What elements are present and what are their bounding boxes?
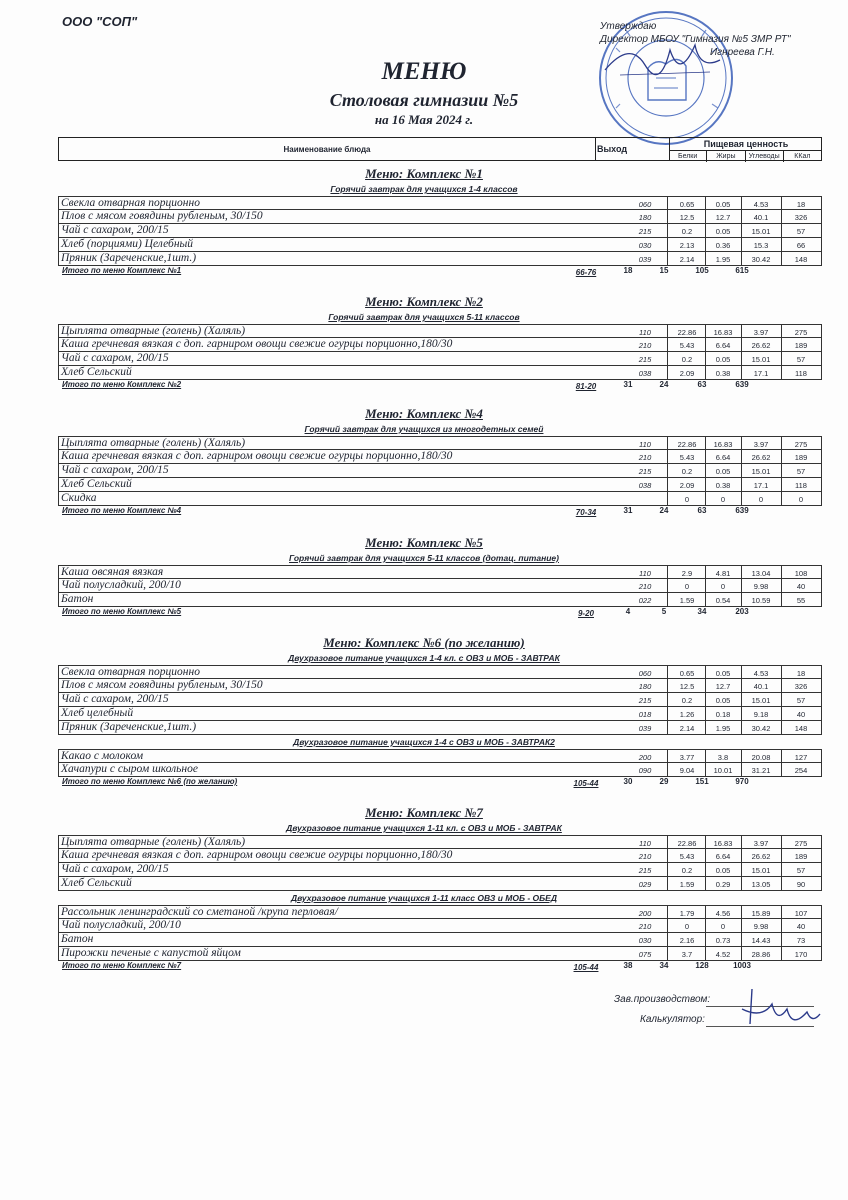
dish-name: Каша гречневая вязкая с доп. гарниром овощи свежие огурцы порционно,180/30 bbox=[61, 450, 453, 462]
dish-fat: 0 bbox=[720, 922, 726, 931]
dish-fat: 0.38 bbox=[715, 481, 731, 490]
dish-kcal: 107 bbox=[794, 909, 808, 918]
dish-protein: 5.43 bbox=[679, 341, 695, 350]
page-subtitle: Столовая гимназии №5 bbox=[329, 90, 519, 110]
dish-output: 038 bbox=[638, 481, 652, 490]
dish-carbs: 40.1 bbox=[753, 682, 769, 691]
table-row bbox=[58, 863, 822, 877]
dish-carbs: 14.43 bbox=[751, 936, 771, 945]
total-carbs: 151 bbox=[695, 777, 709, 786]
dish-kcal: 55 bbox=[796, 596, 806, 605]
dish-name: Чай полусладкий, 200/10 bbox=[61, 579, 181, 591]
dish-kcal: 275 bbox=[794, 328, 808, 337]
total-carbs: 63 bbox=[697, 506, 707, 515]
group-title: Двухразовое питание учащихся 1-4 с ОВЗ и МОБ - ЗАВТРАК2 bbox=[293, 737, 555, 747]
dish-output: 200 bbox=[638, 753, 652, 762]
dish-kcal: 254 bbox=[794, 766, 808, 775]
dish-name: Плов с мясом говядины рубленым, 30/150 bbox=[61, 679, 263, 691]
dish-output: 060 bbox=[638, 669, 652, 678]
dish-protein: 5.43 bbox=[679, 852, 695, 861]
table-row bbox=[58, 593, 822, 607]
dish-protein: 0.2 bbox=[681, 866, 693, 875]
dish-carbs: 30.42 bbox=[751, 724, 771, 733]
section-total bbox=[62, 506, 822, 518]
dish-kcal: 189 bbox=[794, 852, 808, 861]
table-row bbox=[58, 877, 822, 891]
dish-fat: 0.29 bbox=[715, 880, 731, 889]
total-kcal: 639 bbox=[735, 506, 749, 515]
dish-protein: 0.2 bbox=[681, 227, 693, 236]
section-title: Меню: Комплекс №4 bbox=[365, 406, 483, 421]
dish-carbs: 3.97 bbox=[753, 839, 769, 848]
dish-fat: 0.18 bbox=[715, 710, 731, 719]
group-title: Горячий завтрак для учащихся из многодетных семей bbox=[304, 424, 544, 434]
approval-line: Игнреева Г.Н. bbox=[710, 47, 775, 58]
dish-fat: 1.95 bbox=[715, 255, 731, 264]
dish-kcal: 57 bbox=[796, 227, 806, 236]
dish-protein: 9.04 bbox=[679, 766, 695, 775]
dish-carbs: 9.98 bbox=[753, 582, 769, 591]
table-row bbox=[58, 919, 822, 933]
dish-carbs: 40.1 bbox=[753, 213, 769, 222]
dish-output: 210 bbox=[638, 341, 652, 350]
total-kcal: 615 bbox=[735, 266, 749, 275]
table-row bbox=[58, 707, 822, 721]
dish-protein: 2.14 bbox=[679, 724, 695, 733]
dish-carbs: 9.98 bbox=[753, 922, 769, 931]
dish-name: Чай с сахаром, 200/15 bbox=[61, 693, 169, 705]
dish-carbs: 10.59 bbox=[751, 596, 771, 605]
dish-protein: 12.5 bbox=[679, 213, 695, 222]
total-weight: 70-34 bbox=[575, 508, 597, 517]
dish-fat: 3.8 bbox=[717, 753, 729, 762]
dish-carbs: 15.01 bbox=[751, 227, 771, 236]
total-protein: 31 bbox=[623, 506, 633, 515]
dish-output: 110 bbox=[639, 328, 651, 337]
dish-name: Пряник (Зареченские,1шт.) bbox=[61, 721, 197, 733]
section-title: Меню: Комплекс №2 bbox=[365, 294, 483, 309]
dish-kcal: 148 bbox=[794, 255, 808, 264]
dish-name: Хлеб Сельский bbox=[61, 478, 132, 490]
table-row bbox=[58, 933, 822, 947]
dish-kcal: 57 bbox=[796, 696, 806, 705]
total-label: Итого по меню Комплекс №5 bbox=[62, 607, 182, 616]
total-label: Итого по меню Комплекс №4 bbox=[62, 506, 182, 515]
dish-kcal: 326 bbox=[794, 682, 808, 691]
dish-kcal: 127 bbox=[794, 753, 808, 762]
table-row bbox=[58, 464, 822, 478]
dish-fat: 0.05 bbox=[715, 866, 731, 875]
column-output-header: Выход bbox=[597, 144, 628, 154]
dish-protein: 3.77 bbox=[679, 753, 695, 762]
calculator-label: Калькулятор: bbox=[640, 1014, 705, 1025]
dish-kcal: 189 bbox=[794, 453, 808, 462]
dish-carbs: 31.21 bbox=[751, 766, 771, 775]
dish-kcal: 170 bbox=[794, 950, 808, 959]
dish-carbs: 4.53 bbox=[753, 669, 769, 678]
dish-protein: 2.13 bbox=[679, 241, 695, 250]
dish-carbs: 26.62 bbox=[751, 453, 771, 462]
dish-fat: 16.83 bbox=[713, 839, 733, 848]
section-total bbox=[62, 961, 822, 973]
dish-output: 210 bbox=[638, 453, 652, 462]
dish-protein: 22.86 bbox=[677, 328, 697, 337]
dish-fat: 6.64 bbox=[715, 453, 731, 462]
dish-name: Цыплята отварные (голень) (Халяль) bbox=[61, 836, 246, 848]
total-carbs: 63 bbox=[697, 380, 707, 389]
dish-output: 210 bbox=[638, 922, 652, 931]
dish-name: Каша гречневая вязкая с доп. гарниром овощи свежие огурцы порционно,180/30 bbox=[61, 849, 453, 861]
dish-output: 039 bbox=[638, 255, 652, 264]
dish-protein: 2.9 bbox=[681, 569, 693, 578]
dish-fat: 6.64 bbox=[715, 852, 731, 861]
total-kcal: 639 bbox=[735, 380, 749, 389]
dish-kcal: 0 bbox=[798, 495, 804, 504]
dish-carbs: 17.1 bbox=[753, 369, 769, 378]
dish-protein: 0.65 bbox=[679, 200, 695, 209]
dish-name: Какао с молоком bbox=[61, 750, 144, 762]
section-title: Меню: Комплекс №7 bbox=[365, 805, 483, 820]
dish-carbs: 15.01 bbox=[751, 355, 771, 364]
total-weight: 105-44 bbox=[573, 963, 599, 972]
menu-date: на 16 Мая 2024 г. bbox=[374, 112, 474, 127]
table-row bbox=[58, 450, 822, 464]
dish-kcal: 73 bbox=[796, 936, 806, 945]
total-weight: 81-20 bbox=[575, 382, 597, 391]
group-title: Двухразовое питание учащихся 1-11 класс ОВЗ и МОБ - ОБЕД bbox=[290, 893, 557, 903]
dish-protein: 1.59 bbox=[679, 880, 695, 889]
dish-fat: 0.73 bbox=[715, 936, 731, 945]
table-row bbox=[58, 835, 822, 849]
total-protein: 30 bbox=[623, 777, 633, 786]
dish-fat: 1.95 bbox=[715, 724, 731, 733]
dish-fat: 0.05 bbox=[715, 227, 731, 236]
dish-name: Чай с сахаром, 200/15 bbox=[61, 224, 169, 236]
dish-name: Чай полусладкий, 200/10 bbox=[61, 919, 181, 931]
total-fat: 29 bbox=[659, 777, 669, 786]
dish-protein: 1.79 bbox=[679, 909, 695, 918]
dish-name: Каша овсяная вязкая bbox=[61, 566, 164, 578]
dish-protein: 2.09 bbox=[679, 481, 695, 490]
dish-carbs: 15.3 bbox=[753, 241, 769, 250]
dish-output: 215 bbox=[638, 696, 652, 705]
dish-fat: 6.64 bbox=[715, 341, 731, 350]
dish-kcal: 148 bbox=[794, 724, 808, 733]
dish-kcal: 275 bbox=[794, 440, 808, 449]
total-fat: 15 bbox=[659, 266, 669, 275]
dish-output: 110 bbox=[639, 569, 651, 578]
dish-protein: 22.86 bbox=[677, 440, 697, 449]
total-label: Итого по меню Комплекс №7 bbox=[62, 961, 182, 970]
dish-carbs: 26.62 bbox=[751, 341, 771, 350]
table-row bbox=[58, 238, 822, 252]
dish-carbs: 15.89 bbox=[751, 909, 771, 918]
dish-carbs: 15.01 bbox=[751, 866, 771, 875]
total-label: Итого по меню Комплекс №6 (по желанию) bbox=[62, 777, 238, 786]
dish-kcal: 118 bbox=[795, 481, 807, 490]
table-row bbox=[58, 366, 822, 380]
dish-protein: 2.14 bbox=[679, 255, 695, 264]
dish-fat: 16.83 bbox=[713, 440, 733, 449]
dish-output: 180 bbox=[638, 682, 652, 691]
dish-output: 180 bbox=[638, 213, 652, 222]
dish-output: 060 bbox=[638, 200, 652, 209]
dish-protein: 0 bbox=[684, 495, 690, 504]
dish-name: Цыплята отварные (голень) (Халяль) bbox=[61, 325, 246, 337]
column-nutrition-header: Пищевая ценность bbox=[703, 139, 789, 149]
approval-line: Директор МБОУ "Гимназия №5 ЗМР РТ" bbox=[600, 34, 791, 45]
dish-protein: 5.43 bbox=[679, 453, 695, 462]
table-row bbox=[58, 324, 822, 338]
section-title: Меню: Комплекс №6 (по желанию) bbox=[323, 635, 525, 650]
dish-kcal: 118 bbox=[795, 369, 807, 378]
dish-carbs: 15.01 bbox=[751, 467, 771, 476]
table-row bbox=[58, 210, 822, 224]
total-fat: 24 bbox=[659, 506, 669, 515]
column-kcal-header: ККал bbox=[783, 151, 821, 162]
dish-fat: 0.05 bbox=[715, 696, 731, 705]
dish-fat: 0.05 bbox=[715, 200, 731, 209]
organization-name: ООО "СОП" bbox=[62, 14, 138, 29]
dish-output: 030 bbox=[638, 936, 652, 945]
dish-kcal: 66 bbox=[796, 241, 806, 250]
dish-name: Чай с сахаром, 200/15 bbox=[61, 464, 169, 476]
dish-carbs: 30.42 bbox=[751, 255, 771, 264]
table-row bbox=[58, 947, 822, 961]
dish-name: Рассольник ленинградский со сметаной /крупа перловая/ bbox=[61, 906, 338, 918]
dish-name: Скидка bbox=[61, 492, 97, 504]
dish-name: Пирожки печеные с капустой яйцом bbox=[61, 947, 241, 959]
column-name-header: Наименование блюда bbox=[283, 145, 371, 154]
column-protein-header: Белки bbox=[677, 153, 698, 160]
dish-protein: 2.16 bbox=[679, 936, 695, 945]
dish-protein: 0 bbox=[684, 582, 690, 591]
table-row bbox=[58, 352, 822, 366]
dish-protein: 0.2 bbox=[681, 355, 693, 364]
total-label: Итого по меню Комплекс №2 bbox=[62, 380, 182, 389]
dish-fat: 0 bbox=[720, 495, 726, 504]
dish-output: 110 bbox=[639, 440, 651, 449]
table-row bbox=[58, 565, 822, 579]
dish-fat: 0.05 bbox=[715, 669, 731, 678]
table-row bbox=[58, 436, 822, 450]
table-row bbox=[58, 905, 822, 919]
dish-kcal: 18 bbox=[796, 669, 806, 678]
dish-protein: 0.2 bbox=[681, 467, 693, 476]
table-row bbox=[58, 721, 822, 735]
dish-kcal: 326 bbox=[794, 213, 808, 222]
dish-name: Хлеб Сельский bbox=[61, 877, 132, 889]
dish-carbs: 17.1 bbox=[753, 481, 769, 490]
table-row bbox=[58, 492, 822, 506]
column-fat-header: Жиры bbox=[706, 151, 744, 162]
dish-kcal: 275 bbox=[794, 839, 808, 848]
total-weight: 9-20 bbox=[577, 609, 594, 618]
dish-name: Цыплята отварные (голень) (Халяль) bbox=[61, 437, 246, 449]
total-weight: 66-76 bbox=[575, 268, 597, 277]
dish-carbs: 9.18 bbox=[753, 710, 769, 719]
dish-name: Свекла отварная порционно bbox=[61, 666, 200, 678]
table-row bbox=[58, 849, 822, 863]
dish-carbs: 3.97 bbox=[753, 440, 769, 449]
dish-kcal: 57 bbox=[796, 467, 806, 476]
section-total bbox=[62, 607, 822, 619]
dish-output: 075 bbox=[638, 950, 652, 959]
dish-fat: 4.81 bbox=[715, 569, 731, 578]
total-fat: 24 bbox=[659, 380, 669, 389]
table-row bbox=[58, 338, 822, 352]
dish-output: 039 bbox=[638, 724, 652, 733]
total-kcal: 970 bbox=[735, 777, 749, 786]
column-carbs-header: Углеводы bbox=[745, 151, 783, 162]
dish-fat: 0.38 bbox=[715, 369, 731, 378]
section-total bbox=[62, 380, 822, 392]
dish-output: 110 bbox=[639, 839, 651, 848]
dish-carbs: 0 bbox=[758, 495, 764, 504]
table-row bbox=[58, 749, 822, 763]
table-row bbox=[58, 693, 822, 707]
dish-carbs: 20.08 bbox=[751, 753, 771, 762]
page-title: МЕНЮ bbox=[381, 58, 467, 85]
dish-protein: 0.2 bbox=[681, 696, 693, 705]
production-manager-label: Зав.производством: bbox=[614, 994, 711, 1005]
total-protein: 18 bbox=[623, 266, 633, 275]
table-row bbox=[58, 763, 822, 777]
dish-output: 030 bbox=[638, 241, 652, 250]
dish-output: 215 bbox=[638, 355, 652, 364]
dish-output: 210 bbox=[638, 852, 652, 861]
dish-output: 022 bbox=[638, 596, 652, 605]
dish-output: 018 bbox=[638, 710, 652, 719]
total-weight: 105-44 bbox=[573, 779, 599, 788]
dish-output: 200 bbox=[638, 909, 652, 918]
section-title: Меню: Комплекс №1 bbox=[365, 166, 483, 181]
dish-carbs: 13.04 bbox=[751, 569, 771, 578]
dish-output: 090 bbox=[638, 766, 652, 775]
total-protein: 4 bbox=[625, 607, 631, 616]
table-row bbox=[58, 679, 822, 693]
total-carbs: 128 bbox=[695, 961, 709, 970]
dish-name: Хлеб целебный bbox=[61, 707, 134, 719]
total-carbs: 105 bbox=[695, 266, 709, 275]
dish-kcal: 40 bbox=[796, 710, 806, 719]
table-row bbox=[58, 579, 822, 593]
total-label: Итого по меню Комплекс №1 bbox=[62, 266, 182, 275]
dish-kcal: 18 bbox=[796, 200, 806, 209]
table-row bbox=[58, 478, 822, 492]
dish-name: Хлеб (порциями) Целебный bbox=[61, 238, 194, 250]
total-protein: 31 bbox=[623, 380, 633, 389]
dish-fat: 12.7 bbox=[715, 682, 731, 691]
dish-output: 215 bbox=[638, 866, 652, 875]
dish-output: 210 bbox=[638, 582, 652, 591]
group-title: Горячий завтрак для учащихся 1-4 классов bbox=[330, 184, 518, 194]
dish-kcal: 57 bbox=[796, 866, 806, 875]
dish-kcal: 90 bbox=[796, 880, 806, 889]
total-fat: 34 bbox=[659, 961, 669, 970]
dish-carbs: 3.97 bbox=[753, 328, 769, 337]
table-row bbox=[58, 224, 822, 238]
section-total bbox=[62, 266, 822, 278]
dish-name: Батон bbox=[61, 933, 94, 945]
dish-fat: 16.83 bbox=[713, 328, 733, 337]
dish-output: 038 bbox=[638, 369, 652, 378]
table-header bbox=[58, 137, 822, 161]
group-title: Двухразовое питание учащихся 1-4 кл. с ОВЗ и МОБ - ЗАВТРАК bbox=[288, 653, 560, 663]
dish-fat: 12.7 bbox=[715, 213, 731, 222]
dish-name: Хлеб Сельский bbox=[61, 366, 132, 378]
dish-name: Батон bbox=[61, 593, 94, 605]
section-total bbox=[62, 777, 822, 789]
dish-protein: 3.7 bbox=[681, 950, 693, 959]
dish-protein: 2.09 bbox=[679, 369, 695, 378]
dish-fat: 0.54 bbox=[715, 596, 731, 605]
dish-kcal: 57 bbox=[796, 355, 806, 364]
total-kcal: 203 bbox=[735, 607, 749, 616]
dish-name: Каша гречневая вязкая с доп. гарниром овощи свежие огурцы порционно,180/30 bbox=[61, 338, 453, 350]
dish-fat: 10.01 bbox=[713, 766, 733, 775]
group-title: Горячий завтрак для учащихся 5-11 классов bbox=[328, 312, 520, 322]
dish-name: Чай с сахаром, 200/15 bbox=[61, 863, 169, 875]
dish-fat: 0 bbox=[720, 582, 726, 591]
dish-output: 029 bbox=[638, 880, 652, 889]
dish-protein: 12.5 bbox=[679, 682, 695, 691]
total-fat: 5 bbox=[661, 607, 667, 616]
dish-protein: 22.86 bbox=[677, 839, 697, 848]
dish-name: Чай с сахаром, 200/15 bbox=[61, 352, 169, 364]
group-title: Горячий завтрак для учащихся 5-11 классов (дотац. питание) bbox=[289, 553, 559, 563]
total-protein: 38 bbox=[623, 961, 633, 970]
dish-name: Свекла отварная порционно bbox=[61, 197, 200, 209]
signature-icon bbox=[722, 984, 822, 1034]
dish-kcal: 108 bbox=[794, 569, 808, 578]
dish-output: 215 bbox=[638, 227, 652, 236]
table-row bbox=[58, 665, 822, 679]
dish-fat: 0.36 bbox=[715, 241, 731, 250]
group-title: Двухразовое питание учащихся 1-11 кл. с ОВЗ и МОБ - ЗАВТРАК bbox=[286, 823, 562, 833]
dish-fat: 4.56 bbox=[715, 909, 731, 918]
total-carbs: 34 bbox=[697, 607, 707, 616]
dish-fat: 4.52 bbox=[715, 950, 731, 959]
dish-name: Хачапури с сыром школьное bbox=[61, 763, 198, 775]
dish-fat: 0.05 bbox=[715, 355, 731, 364]
dish-carbs: 13.05 bbox=[751, 880, 771, 889]
dish-protein: 0.65 bbox=[679, 669, 695, 678]
dish-fat: 0.05 bbox=[715, 467, 731, 476]
dish-output: 215 bbox=[638, 467, 652, 476]
dish-protein: 1.26 bbox=[679, 710, 695, 719]
total-kcal: 1003 bbox=[733, 961, 751, 970]
section-title: Меню: Комплекс №5 bbox=[365, 535, 483, 550]
dish-carbs: 4.53 bbox=[753, 200, 769, 209]
dish-carbs: 28.86 bbox=[751, 950, 771, 959]
dish-carbs: 26.62 bbox=[751, 852, 771, 861]
dish-name: Пряник (Зареченские,1шт.) bbox=[61, 252, 197, 264]
dish-protein: 0 bbox=[684, 922, 690, 931]
dish-carbs: 15.01 bbox=[751, 696, 771, 705]
table-row bbox=[58, 252, 822, 266]
dish-kcal: 40 bbox=[796, 582, 806, 591]
dish-kcal: 40 bbox=[796, 922, 806, 931]
approval-line: Утверждаю bbox=[600, 21, 657, 32]
dish-protein: 1.59 bbox=[679, 596, 695, 605]
table-row bbox=[58, 196, 822, 210]
dish-kcal: 189 bbox=[794, 341, 808, 350]
dish-name: Плов с мясом говядины рубленым, 30/150 bbox=[61, 210, 263, 222]
